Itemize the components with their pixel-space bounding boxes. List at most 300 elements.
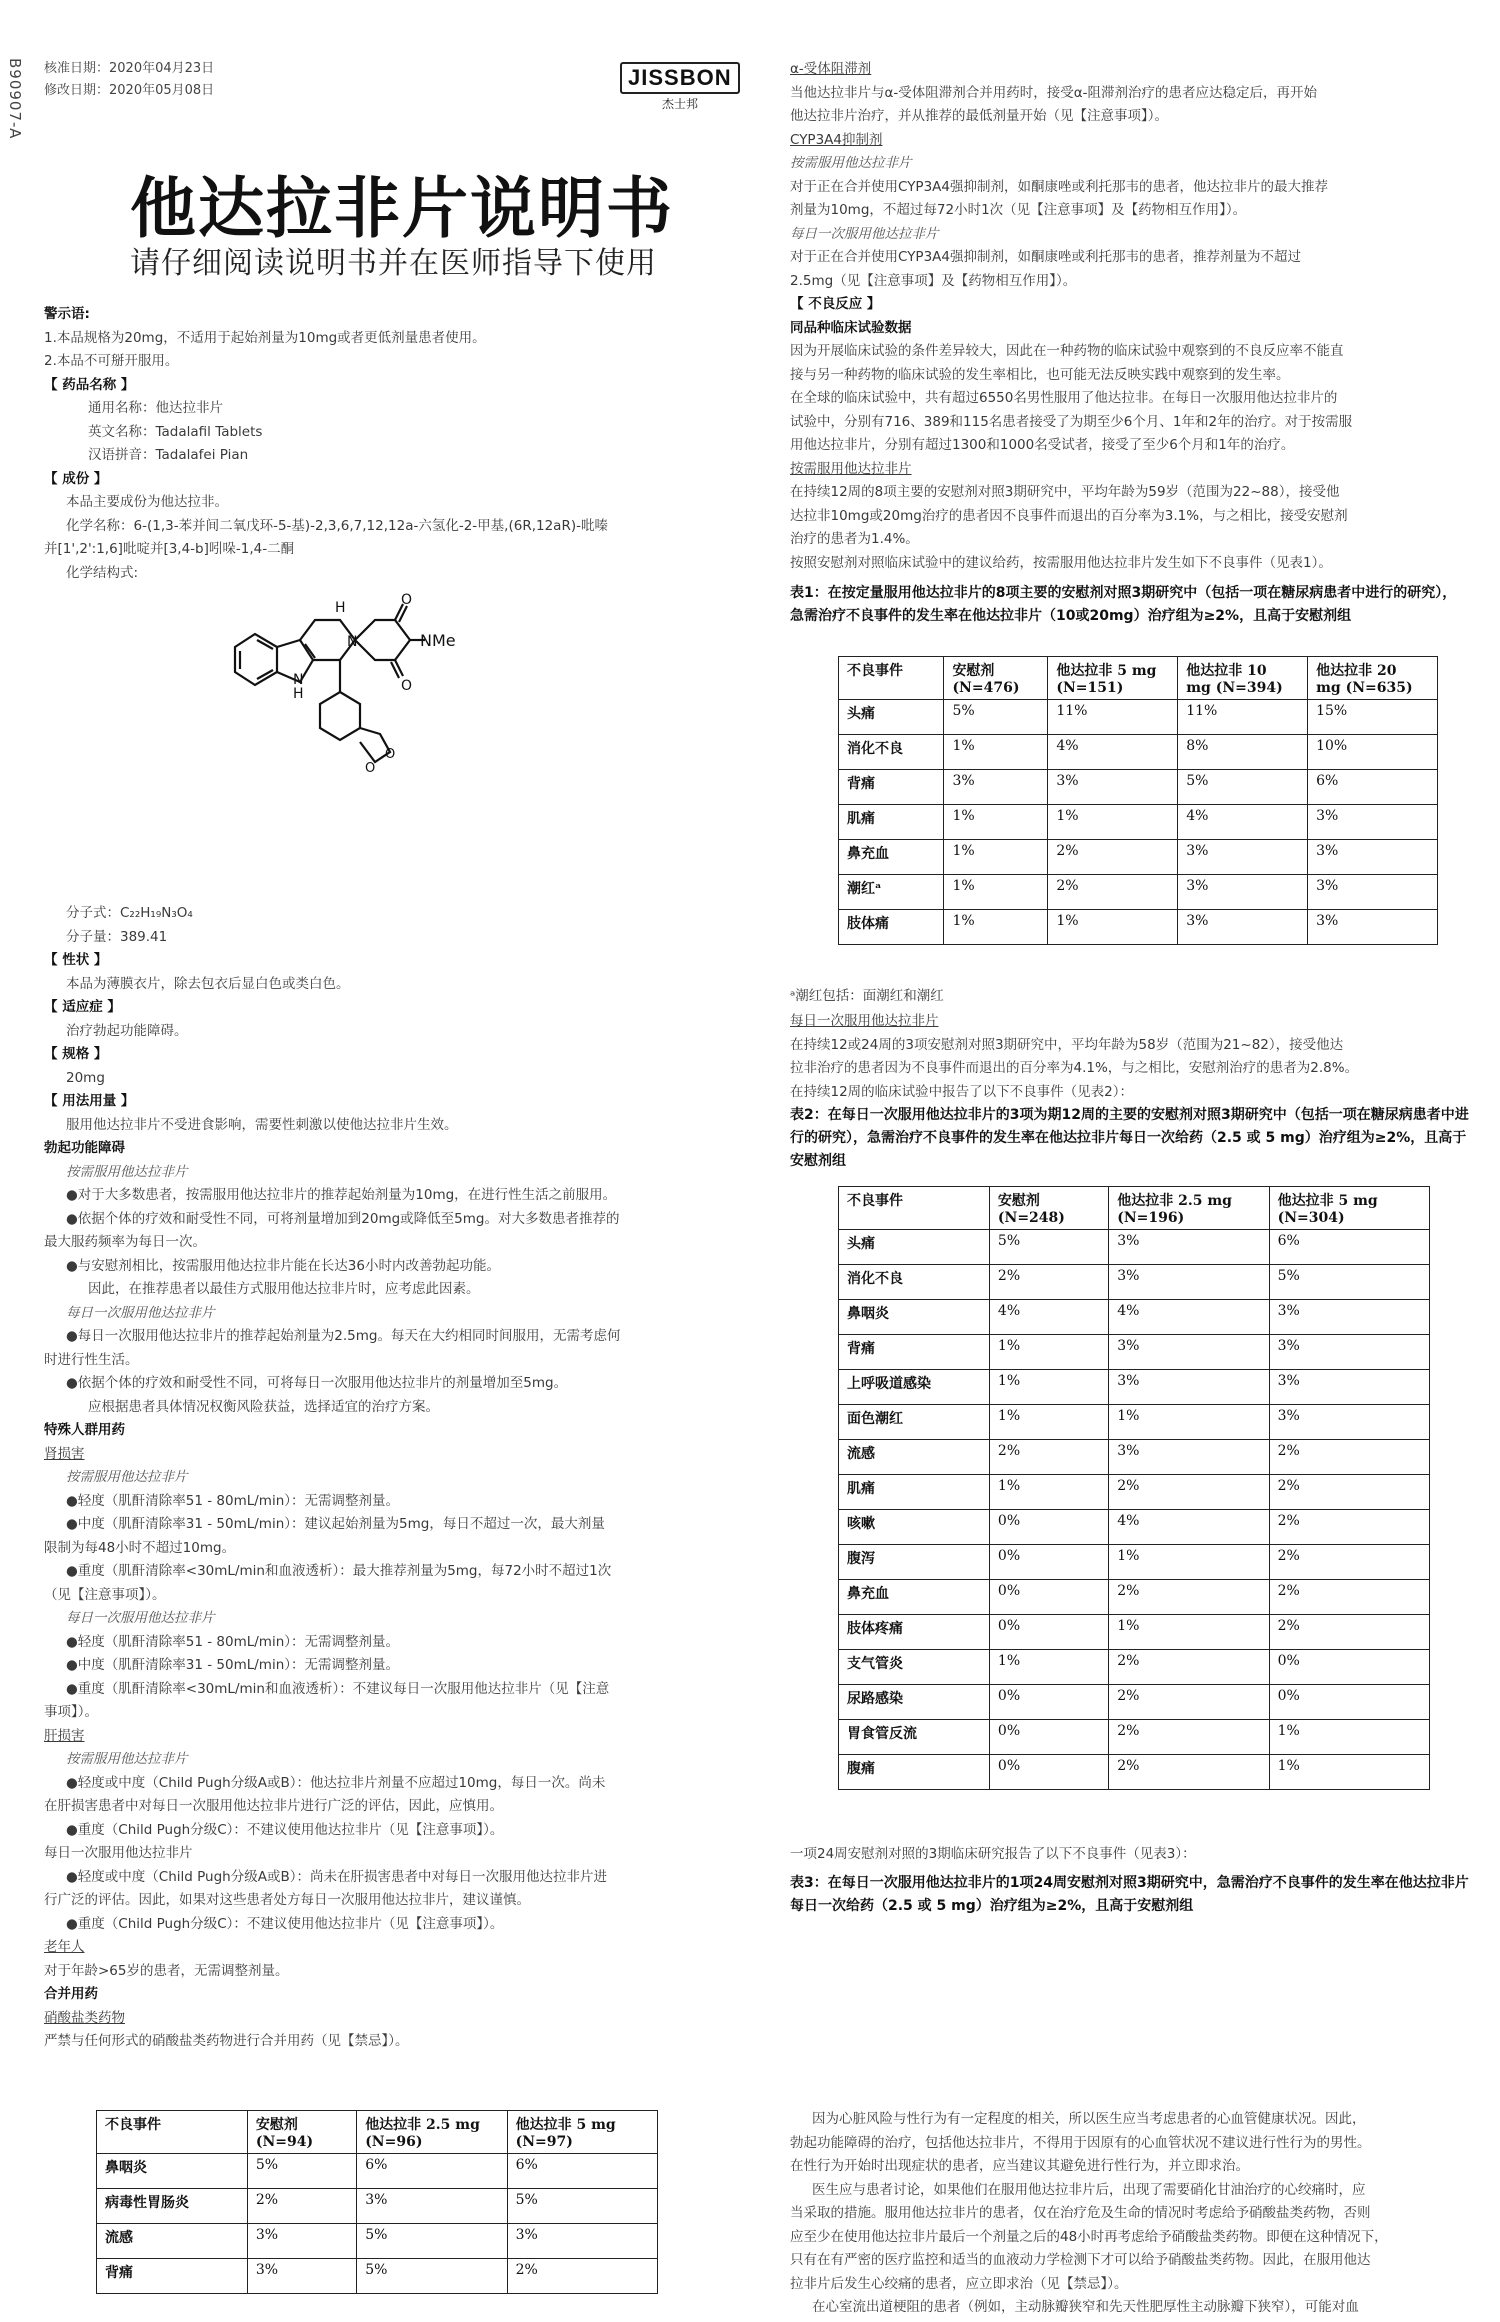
right-col-line: 当他达拉非片与α-受体阻滞剂合并用药时，接受α-阻滞剂治疗的患者应达稳定后，再开始 bbox=[790, 84, 1318, 101]
table-cell: 病毒性胃肠炎 bbox=[97, 2189, 248, 2224]
table-header-cell bbox=[247, 2111, 356, 2154]
table-cell: 2% bbox=[1109, 1650, 1269, 1685]
table-cell: 面色潮红 bbox=[839, 1405, 990, 1440]
table-cell: 3% bbox=[1269, 1405, 1429, 1440]
table-cell: 10% bbox=[1308, 735, 1438, 770]
table-row bbox=[97, 2224, 658, 2259]
table-cell: 消化不良 bbox=[839, 1265, 990, 1300]
table-cell: 11% bbox=[1048, 700, 1178, 735]
svg-text:H: H bbox=[293, 686, 304, 702]
table-cell: 2% bbox=[1269, 1440, 1429, 1475]
header-cell-line: (N=97) bbox=[515, 2134, 573, 2150]
table-row bbox=[839, 1615, 1430, 1650]
header-cell-line: 他达拉非 20 bbox=[1316, 663, 1397, 679]
table-cell: 1% bbox=[1269, 1720, 1429, 1755]
table-row bbox=[97, 2154, 658, 2189]
table-cell: 3% bbox=[1269, 1300, 1429, 1335]
left-col2-line: ●轻度或中度（Child Pugh分级A或B）：他达拉非片剂量不应超过10mg，每日一次。尚未 bbox=[66, 1774, 606, 1791]
table-cell: 3% bbox=[1269, 1335, 1429, 1370]
table-row bbox=[839, 1440, 1430, 1475]
table-cell: 胃食管反流 bbox=[839, 1720, 990, 1755]
table-cell: 1% bbox=[989, 1370, 1108, 1405]
table-cell: 0% bbox=[1269, 1685, 1429, 1720]
left-col2-line: ●重度（Child Pugh分级C）：不建议使用他达拉非片（见【注意事项】）。 bbox=[66, 1821, 504, 1838]
table-cell: 5% bbox=[989, 1230, 1108, 1265]
revise-date: 修改日期：2020年05月08日 bbox=[44, 83, 215, 98]
table-cell: 2% bbox=[1269, 1580, 1429, 1615]
table-row bbox=[839, 1265, 1430, 1300]
left-col-line: 并[1',2':1,6]吡啶并[3,4-b]吲哚-1,4-二酮 bbox=[44, 541, 295, 557]
table-cell: 3% bbox=[1178, 840, 1308, 875]
table-cell: 0% bbox=[989, 1545, 1108, 1580]
left-col2-line: 【 用法用量 】 bbox=[44, 1093, 135, 1109]
header-cell-line: (N=304) bbox=[1277, 1210, 1345, 1226]
bottom-right-line: 因为心脏风险与性行为有一定程度的相关，所以医生应当考虑患者的心血管健康状况。因此， bbox=[812, 2111, 1366, 2127]
left-col2-line: 20mg bbox=[66, 1069, 105, 1086]
bottom-right-line: 应至少在使用他达拉非片最后一个剂量之后的48小时再考虑给予硝酸盐类药物。即便在这种情况下， bbox=[790, 2228, 1388, 2245]
table-cell: 5% bbox=[944, 700, 1048, 735]
right-col-line: 接与另一种药物的临床试验的发生率相比，也可能无法反映实践中观察到的发生率。 bbox=[790, 366, 1290, 383]
left-col2-line: 治疗勃起功能障碍。 bbox=[66, 1022, 188, 1039]
table-cell: 0% bbox=[989, 1755, 1108, 1790]
table-row bbox=[839, 1720, 1430, 1755]
left-col2-line: ●轻度（肌酐清除率51 - 80mL/min）：无需调整剂量。 bbox=[66, 1633, 400, 1650]
table-cell: 2% bbox=[1269, 1615, 1429, 1650]
table-cell: 4% bbox=[1178, 805, 1308, 840]
table-cell: 肌痛 bbox=[839, 805, 944, 840]
left-col2-line: ●重度（Child Pugh分级C）：不建议使用他达拉非片（见【注意事项】）。 bbox=[66, 1915, 504, 1932]
left-col-line: 本品主要成份为他达拉非。 bbox=[66, 494, 228, 510]
table-cell: 鼻充血 bbox=[839, 840, 944, 875]
table-cell: 6% bbox=[1269, 1230, 1429, 1265]
table-cell: 2% bbox=[989, 1440, 1108, 1475]
table-cell: 3% bbox=[1109, 1440, 1269, 1475]
table-cell: 2% bbox=[507, 2259, 657, 2294]
left-col2-line: 对于年龄>65岁的患者，无需调整剂量。 bbox=[44, 1962, 289, 1979]
svg-text:O: O bbox=[401, 592, 413, 608]
table-cell: 0% bbox=[989, 1685, 1108, 1720]
table-cell: 2% bbox=[1269, 1545, 1429, 1580]
left-col2-line: 本品为薄膜衣片，除去包衣后显白色或类白色。 bbox=[66, 975, 350, 992]
right-col-line: 对于正在合并使用CYP3A4强抑制剂，如酮康唑或利托那韦的患者，他达拉非片的最大推荐 bbox=[790, 178, 1328, 195]
table2-caption: 表2：在每日一次服用他达拉非片的3项为期12周的主要的安慰剂对照3期研究中（包括一项在糖尿病患者中进行的研究），急需治疗不良事件的发生率在他达拉非片每日一次给药（2.5 或 5 mg）治疗组为≥2%，且高于安慰剂组 bbox=[790, 1107, 1469, 1169]
table-cell: 3% bbox=[1109, 1335, 1269, 1370]
table-cell: 3% bbox=[357, 2189, 507, 2224]
svg-text:O: O bbox=[401, 678, 413, 694]
left-col-line: 【 成份 】 bbox=[44, 470, 108, 487]
table-row bbox=[839, 1230, 1430, 1265]
svg-text:N: N bbox=[347, 634, 358, 650]
table-cell: 2% bbox=[1048, 840, 1178, 875]
right-col-line: 按照安慰剂对照临床试验中的建议给药，按需服用他达拉非片发生如下不良事件（见表1）。 bbox=[790, 554, 1332, 571]
table-cell: 0% bbox=[989, 1510, 1108, 1545]
right-column-top bbox=[790, 58, 1470, 575]
table-cell: 6% bbox=[1308, 770, 1438, 805]
left-col2-line: 每日一次服用他达拉非片 bbox=[66, 1610, 215, 1626]
left-col2-line: ●对于大多数患者，按需服用他达拉非片的推荐起始剂量为10mg，在进行性生活之前服用。 bbox=[66, 1187, 617, 1203]
left-col2-line: 在肝损害患者中对每日一次服用他达拉非片进行广泛的评估，因此，应慎用。 bbox=[44, 1798, 503, 1814]
header-cell-line: 安慰剂 bbox=[255, 2117, 298, 2133]
table-cell: 2% bbox=[247, 2189, 356, 2224]
left-col2-line: ●重度（肌酐清除率<30mL/min和血液透析）：不建议每日一次服用他达拉非片（见【注意 bbox=[66, 1680, 610, 1697]
svg-text:O: O bbox=[385, 747, 396, 762]
right-column-bottom bbox=[790, 2108, 1470, 2320]
table-cell: 4% bbox=[1048, 735, 1178, 770]
right-col-line: 在全球的临床试验中，共有超过6550名男性服用了他达拉非。在每日一次服用他达拉非片的 bbox=[790, 390, 1338, 406]
left-col-line: 英文名称：Tadalafil Tablets bbox=[88, 423, 263, 440]
table-cell: 3% bbox=[1109, 1265, 1269, 1300]
left-col2-line: 特殊人群用药 bbox=[44, 1422, 125, 1438]
right-mid-line: 拉非治疗的患者因为不良事件而退出的百分率为4.1%，与之相比，安慰剂治疗的患者为2.8%。 bbox=[790, 1060, 1359, 1076]
table-cell: 鼻咽炎 bbox=[839, 1300, 990, 1335]
right-mid-line: 在持续12周的临床试验中报告了以下不良事件（见表2）： bbox=[790, 1083, 1134, 1100]
header-cell-line: 不良事件 bbox=[847, 1193, 903, 1209]
left-col2-line: ●中度（肌酐清除率31 - 50mL/min）：无需调整剂量。 bbox=[66, 1657, 400, 1673]
bottom-right-line: 拉非片后发生心绞痛的患者，应立即求治（见【禁忌】）。 bbox=[790, 2275, 1128, 2292]
right-column-middle bbox=[790, 1010, 1470, 1104]
table-cell: 3% bbox=[1178, 910, 1308, 945]
table-cell: 6% bbox=[357, 2154, 507, 2189]
right-mid-line: 每日一次服用他达拉非片 bbox=[790, 1013, 939, 1029]
table-cell: 1% bbox=[1109, 1545, 1269, 1580]
table-cell: 3% bbox=[247, 2224, 356, 2259]
left-col-line: 化学名称：6-(1,3-苯并间二氧戊环-5-基)-2,3,6,7,12,12a-六氢化-2-甲基,(6R,12aR)-吡嗪 bbox=[66, 517, 608, 534]
table-cell: 支气管炎 bbox=[839, 1650, 990, 1685]
left-col2-line: 限制为每48小时不超过10mg。 bbox=[44, 1539, 236, 1556]
page-subtitle: 请仔细阅读说明书并在医师指导下使用 bbox=[130, 246, 657, 281]
table-row bbox=[839, 1685, 1430, 1720]
table-row bbox=[839, 1545, 1430, 1580]
table-cell: 1% bbox=[944, 875, 1048, 910]
header-cell-line: (N=196) bbox=[1117, 1210, 1185, 1226]
table-cell: 5% bbox=[357, 2259, 507, 2294]
table-cell: 潮红ᵃ bbox=[839, 875, 944, 910]
table-cell: 3% bbox=[1178, 875, 1308, 910]
table-cell: 0% bbox=[989, 1615, 1108, 1650]
table-row bbox=[839, 1335, 1430, 1370]
table-cell: 5% bbox=[507, 2189, 657, 2224]
right-col-line: 在持续12周的8项主要的安慰剂对照3期研究中，平均年龄为59岁（范围为22~88），接受他 bbox=[790, 484, 1340, 500]
bottom-right-line: 当采取的措施。服用他达拉非片的患者，仅在治疗危及生命的情况时考虑给予硝酸盐类药物，否则 bbox=[790, 2205, 1371, 2221]
table-cell: 15% bbox=[1308, 700, 1438, 735]
table-cell: 流感 bbox=[97, 2224, 248, 2259]
table-row bbox=[839, 1650, 1430, 1685]
right-col-line: 按需服用他达拉非片 bbox=[790, 460, 912, 477]
table-cell: 鼻咽炎 bbox=[97, 2154, 248, 2189]
table-row bbox=[839, 840, 1438, 875]
header-cell-line: 他达拉非 5 mg bbox=[1056, 663, 1157, 679]
table-cell: 背痛 bbox=[97, 2259, 248, 2294]
right-col-line: 2.5mg（见【注意事项】及【药物相互作用】）。 bbox=[790, 272, 1077, 289]
table-cell: 5% bbox=[1178, 770, 1308, 805]
right-col-line: 他达拉非片治疗，并从推荐的最低剂量开始（见【注意事项】）。 bbox=[790, 108, 1168, 124]
table-cell: 1% bbox=[989, 1335, 1108, 1370]
left-col2-line: ●与安慰剂相比，按需服用他达拉非片能在长达36小时内改善勃起功能。 bbox=[66, 1257, 500, 1274]
header-cell-line: 他达拉非 2.5 mg bbox=[1117, 1193, 1232, 1209]
header-cell-line: (N=151) bbox=[1056, 680, 1124, 696]
logo-subtext: 杰士邦 bbox=[661, 97, 698, 111]
document-code: B90907-A bbox=[6, 58, 24, 140]
table-row bbox=[839, 805, 1438, 840]
left-col2-line: ●依据个体的疗效和耐受性不同，可将剂量增加到20mg或降低至5mg。对大多数患者推荐的 bbox=[66, 1210, 620, 1227]
left-col2-line: 勃起功能障碍 bbox=[44, 1140, 125, 1156]
table-cell: 尿路感染 bbox=[839, 1685, 990, 1720]
right-after-line: 一项24周安慰剂对照的3期临床研究报告了以下不良事件（见表3）： bbox=[790, 1846, 1196, 1862]
right-col-line: α-受体阻滞剂 bbox=[790, 61, 872, 77]
table-row bbox=[839, 910, 1438, 945]
table-cell: 1% bbox=[944, 805, 1048, 840]
right-col-line: 因为开展临床试验的条件差异较大，因此在一种药物的临床试验中观察到的不良反应率不能直 bbox=[790, 343, 1344, 359]
table-cell: 2% bbox=[1109, 1685, 1269, 1720]
table-cell: 0% bbox=[1269, 1650, 1429, 1685]
table-cell: 0% bbox=[989, 1580, 1108, 1615]
left-col2-line: 服用他达拉非片不受进食影响，需要性刺激以使他达拉非片生效。 bbox=[66, 1116, 458, 1133]
bottom-right-line: 在性行为开始时出现症状的患者，应当建议其避免进行性行为，并立即求治。 bbox=[790, 2158, 1249, 2174]
header-cell-line: (N=248) bbox=[997, 1210, 1065, 1226]
table-cell: 2% bbox=[1269, 1475, 1429, 1510]
left-col2-line: 【 规格 】 bbox=[44, 1046, 108, 1062]
table-cell: 2% bbox=[1109, 1580, 1269, 1615]
table-row bbox=[839, 1580, 1430, 1615]
table-cell: 2% bbox=[1109, 1720, 1269, 1755]
table-cell: 流感 bbox=[839, 1440, 990, 1475]
right-col-line: 试验中，分别有716、389和115名患者接受了为期至少6个月、1年和2年的治疗。对于按需服 bbox=[790, 413, 1353, 430]
left-col2-line: 每日一次服用他达拉非片 bbox=[66, 1304, 215, 1321]
left-col2-line: 行广泛的评估。因此，如果对这些患者处方每日一次服用他达拉非片，建议谨慎。 bbox=[44, 1892, 530, 1908]
table-cell: 腹泻 bbox=[839, 1545, 990, 1580]
table-header-cell bbox=[1048, 657, 1178, 700]
left-col2-line: 最大服药频率为每日一次。 bbox=[44, 1234, 206, 1250]
svg-text:O: O bbox=[365, 761, 376, 776]
table-cell: 1% bbox=[1048, 910, 1178, 945]
chemical-structure-diagram bbox=[215, 592, 515, 852]
table-row bbox=[839, 1370, 1430, 1405]
left-col2-line: 分子式：C₂₂H₁₉N₃O₄ bbox=[66, 905, 193, 921]
left-col2-line: 按需服用他达拉非片 bbox=[66, 1163, 188, 1180]
table-cell: 腹痛 bbox=[839, 1755, 990, 1790]
bottom-right-line: 只有在有严密的医疗监控和适当的血液动力学检测下才可以给予硝酸盐类药物。因此，在服用他达 bbox=[790, 2252, 1371, 2268]
header-cell-line: 他达拉非 5 mg bbox=[1277, 1193, 1378, 1209]
left-col2-line: 应根据患者具体情况权衡风险获益，选择适宜的治疗方案。 bbox=[88, 1398, 439, 1415]
bottom-right-line: 勃起功能障碍的治疗，包括他达拉非片，不得用于因原有的心血管状况不建议进行性行为的男性。 bbox=[790, 2134, 1371, 2151]
table-header-cell bbox=[839, 1187, 990, 1230]
table-row bbox=[97, 2189, 658, 2224]
table-header-cell bbox=[507, 2111, 657, 2154]
table-cell: 4% bbox=[1109, 1510, 1269, 1545]
left-col2-line: 事项】）。 bbox=[44, 1704, 98, 1720]
table-cell: 头痛 bbox=[839, 1230, 990, 1265]
table-cell: 3% bbox=[1109, 1370, 1269, 1405]
header-cell-line: 安慰剂 bbox=[997, 1193, 1040, 1209]
left-col2-line: ●轻度或中度（Child Pugh分级A或B）：尚未在肝损害患者中对每日一次服用他达拉非片进 bbox=[66, 1868, 607, 1885]
table-cell: 3% bbox=[247, 2259, 356, 2294]
table-cell: 3% bbox=[1109, 1230, 1269, 1265]
left-col2-line: 肝损害 bbox=[44, 1727, 85, 1744]
left-col-line: 汉语拼音：Tadalafei Pian bbox=[88, 447, 249, 463]
table-row bbox=[839, 700, 1438, 735]
left-column-bottom bbox=[44, 902, 744, 2054]
table1-footnote: ᵃ潮红包括：面潮红和潮红 bbox=[790, 988, 944, 1004]
table-row bbox=[97, 2259, 658, 2294]
left-col-line: 【 药品名称 】 bbox=[44, 376, 135, 393]
table-header-row bbox=[839, 1187, 1430, 1230]
table-cell: 3% bbox=[1048, 770, 1178, 805]
adverse-events-table-2 bbox=[838, 1186, 1430, 1790]
table-cell: 11% bbox=[1178, 700, 1308, 735]
right-mid-line: 在持续12或24周的3项安慰剂对照3期研究中，平均年龄为58岁（范围为21~82），接受他达 bbox=[790, 1036, 1344, 1053]
table-header-cell bbox=[97, 2111, 248, 2154]
left-col2-line: ●依据个体的疗效和耐受性不同，可将每日一次服用他达拉非片的剂量增加至5mg。 bbox=[66, 1375, 568, 1391]
table-cell: 3% bbox=[1308, 910, 1438, 945]
table-cell: 背痛 bbox=[839, 1335, 990, 1370]
table-row bbox=[839, 1405, 1430, 1440]
approve-date: 核准日期：2020年04月23日 bbox=[44, 61, 215, 76]
table-header-cell bbox=[839, 657, 944, 700]
table-cell: 3% bbox=[507, 2224, 657, 2259]
table-cell: 肢体疼痛 bbox=[839, 1615, 990, 1650]
table-cell: 消化不良 bbox=[839, 735, 944, 770]
table-row bbox=[839, 770, 1438, 805]
right-column-after-table2 bbox=[790, 1843, 1470, 1867]
header-cell-line: 安慰剂 bbox=[952, 663, 995, 679]
table-cell: 鼻充血 bbox=[839, 1580, 990, 1615]
left-col2-line: 合并用药 bbox=[44, 1986, 98, 2002]
header-cell-line: (N=94) bbox=[255, 2134, 314, 2150]
table-header-cell bbox=[1109, 1187, 1269, 1230]
left-col2-line: 时进行性生活。 bbox=[44, 1351, 139, 1368]
table1-caption: 表1：在按定量服用他达拉非片的8项主要的安慰剂对照3期研究中（包括一项在糖尿病患者中进行的研究），急需治疗不良事件的发生率在他达拉非片（10或20mg）治疗组为≥2%，且高于安慰剂组 bbox=[790, 585, 1457, 624]
left-column-top bbox=[44, 303, 744, 585]
brand-logo bbox=[620, 62, 740, 111]
table-cell: 1% bbox=[944, 840, 1048, 875]
adverse-events-table-1 bbox=[838, 656, 1438, 945]
table-cell: 1% bbox=[944, 735, 1048, 770]
table-header-cell bbox=[1308, 657, 1438, 700]
table-cell: 1% bbox=[989, 1650, 1108, 1685]
right-col-line: CYP3A4抑制剂 bbox=[790, 131, 883, 148]
right-col-line: 用他达拉非片，分别有超过1300和1000名受试者，接受了至少6个月和1年的治疗。 bbox=[790, 437, 1295, 453]
table-header-cell bbox=[1178, 657, 1308, 700]
header-cell-line: 他达拉非 2.5 mg bbox=[365, 2117, 480, 2133]
left-col-line: 警示语: bbox=[44, 306, 90, 322]
table-cell: 5% bbox=[357, 2224, 507, 2259]
header-cell-line: (N=96) bbox=[365, 2134, 423, 2150]
table-cell: 3% bbox=[1308, 840, 1438, 875]
left-col2-line: 【 适应症 】 bbox=[44, 999, 121, 1015]
table-cell: 2% bbox=[1048, 875, 1178, 910]
table-cell: 1% bbox=[944, 910, 1048, 945]
header-cell-line: 不良事件 bbox=[847, 663, 903, 679]
table-header-cell bbox=[1269, 1187, 1429, 1230]
left-col2-line: （见【注意事项】）。 bbox=[44, 1586, 166, 1603]
svg-text:H: H bbox=[335, 600, 346, 616]
table-cell: 0% bbox=[989, 1720, 1108, 1755]
left-col2-line: 因此，在推荐患者以最佳方式服用他达拉非片时，应考虑此因素。 bbox=[88, 1281, 480, 1297]
right-col-line: 对于正在合并使用CYP3A4强抑制剂，如酮康唑或利托那韦的患者，推荐剂量为不超过 bbox=[790, 249, 1301, 265]
table-cell: 1% bbox=[989, 1475, 1108, 1510]
table-cell: 2% bbox=[1269, 1510, 1429, 1545]
table-cell: 8% bbox=[1178, 735, 1308, 770]
header-cell-line: mg (N=635) bbox=[1316, 680, 1413, 696]
right-col-line: 达拉非10mg或20mg治疗的患者因不良事件而退出的百分率为3.1%，与之相比，接受安慰剂 bbox=[790, 507, 1348, 524]
table-cell: 5% bbox=[1269, 1265, 1429, 1300]
table-row bbox=[839, 1510, 1430, 1545]
table-header-cell bbox=[989, 1187, 1108, 1230]
bottom-right-line: 在心室流出道梗阻的患者（例如，主动脉瓣狭窄和先天性肥厚性主动脉瓣下狭窄），可能对血 bbox=[812, 2299, 1359, 2315]
table-cell: 1% bbox=[1109, 1405, 1269, 1440]
table-cell: 1% bbox=[1109, 1615, 1269, 1650]
left-col2-line: 【 性状 】 bbox=[44, 952, 108, 968]
table-header-row bbox=[97, 2111, 658, 2154]
table-cell: 1% bbox=[1269, 1755, 1429, 1790]
table-cell: 上呼吸道感染 bbox=[839, 1370, 990, 1405]
left-col2-line: 严禁与任何形式的硝酸盐类药物进行合并用药（见【禁忌】）。 bbox=[44, 2033, 409, 2049]
table-cell: 背痛 bbox=[839, 770, 944, 805]
table-row bbox=[839, 1755, 1430, 1790]
left-col2-line: 每日一次服用他达拉非片 bbox=[44, 1845, 193, 1861]
right-col-line: 【 不良反应 】 bbox=[790, 296, 881, 312]
table-cell: 4% bbox=[1109, 1300, 1269, 1335]
left-col-line: 化学结构式: bbox=[66, 564, 139, 581]
left-col-line: 通用名称：他达拉非片 bbox=[88, 400, 223, 416]
left-col2-line: 肾损害 bbox=[44, 1445, 85, 1462]
header-cell-line: (N=476) bbox=[952, 680, 1020, 696]
right-col-line: 同品种临床试验数据 bbox=[790, 319, 912, 336]
table-cell: 3% bbox=[944, 770, 1048, 805]
left-col2-line: ●轻度（肌酐清除率51 - 80mL/min）：无需调整剂量。 bbox=[66, 1492, 400, 1509]
table-header-row bbox=[839, 657, 1438, 700]
right-col-line: 按需服用他达拉非片 bbox=[790, 155, 912, 171]
table-row bbox=[839, 1475, 1430, 1510]
table-cell: 1% bbox=[989, 1405, 1108, 1440]
left-col2-line: 老年人 bbox=[44, 1939, 85, 1955]
header-cell-line: 不良事件 bbox=[105, 2117, 161, 2133]
bottom-right-line: 医生应与患者讨论，如果他们在服用他达拉非片后，出现了需要硝化甘油治疗的心绞痛时，应 bbox=[812, 2181, 1366, 2198]
right-col-line: 剂量为10mg，不超过每72小时1次（见【注意事项】及【药物相互作用】）。 bbox=[790, 202, 1247, 218]
table-cell: 4% bbox=[989, 1300, 1108, 1335]
table-cell: 肌痛 bbox=[839, 1475, 990, 1510]
table-cell: 3% bbox=[1269, 1370, 1429, 1405]
table-header-cell bbox=[357, 2111, 507, 2154]
table-row bbox=[839, 735, 1438, 770]
left-col-line: 2.本品不可掰开服用。 bbox=[44, 353, 179, 369]
date-block bbox=[44, 58, 214, 102]
left-col2-line: ●每日一次服用他达拉非片的推荐起始剂量为2.5mg。每天在大约相同时间服用，无需考虑何 bbox=[66, 1328, 621, 1344]
adverse-events-table-3 bbox=[96, 2110, 658, 2294]
left-col-line: 1.本品规格为20mg，不适用于起始剂量为10mg或者更低剂量患者使用。 bbox=[44, 329, 486, 346]
header-cell-line: 他达拉非 5 mg bbox=[515, 2117, 616, 2133]
header-cell-line: mg (N=394) bbox=[1186, 680, 1283, 696]
svg-text:N: N bbox=[293, 672, 304, 688]
right-col-line: 治疗的患者为1.4%。 bbox=[790, 531, 919, 547]
table-cell: 头痛 bbox=[839, 700, 944, 735]
header-cell-line: 他达拉非 10 bbox=[1186, 663, 1267, 679]
table-cell: 6% bbox=[507, 2154, 657, 2189]
table-row bbox=[839, 875, 1438, 910]
table-cell: 肢体痛 bbox=[839, 910, 944, 945]
table-cell: 3% bbox=[1308, 875, 1438, 910]
left-col2-line: 分子量：389.41 bbox=[66, 928, 168, 945]
table-header-cell bbox=[944, 657, 1048, 700]
table-cell: 5% bbox=[247, 2154, 356, 2189]
left-col2-line: ●中度（肌酐清除率31 - 50mL/min）：建议起始剂量为5mg，每日不超过一次，最大剂量 bbox=[66, 1516, 605, 1532]
table-cell: 2% bbox=[1109, 1475, 1269, 1510]
table-cell: 2% bbox=[989, 1265, 1108, 1300]
table-cell: 2% bbox=[1109, 1755, 1269, 1790]
table-cell: 咳嗽 bbox=[839, 1510, 990, 1545]
svg-text:NMe: NMe bbox=[420, 631, 456, 650]
left-col2-line: 按需服用他达拉非片 bbox=[66, 1751, 188, 1767]
